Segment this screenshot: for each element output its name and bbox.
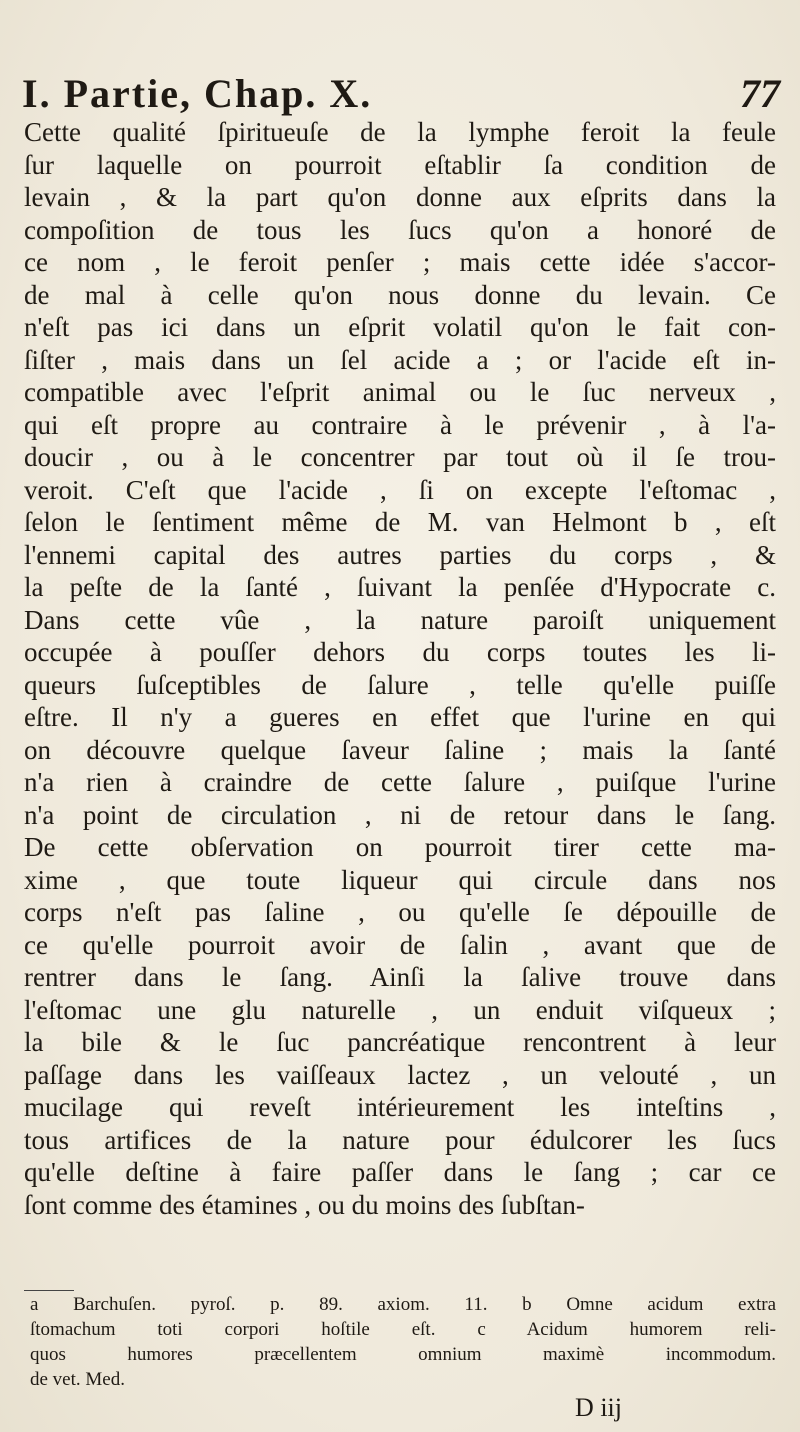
signature-mark: D iij	[575, 1393, 622, 1422]
text-line: paſſage dans les vaiſſeaux lactez , un velouté , un	[24, 1059, 776, 1090]
text-line: la peſte de la ſanté , ſuivant la penſée d'Hypocrate c.	[24, 572, 776, 602]
text-line: de mal à celle qu'on nous donne du levain. Ce	[24, 279, 776, 310]
text-line: levain , & la part qu'on donne aux eſprits dans la	[24, 182, 776, 212]
footnote-rule	[24, 1290, 74, 1291]
text-line: corps n'eſt pas ſaline , ou qu'elle ſe dépouille de	[24, 897, 776, 927]
text-line: n'a rien à craindre de cette ſalure , puiſque l'urine	[24, 767, 776, 797]
text-line: ce nom , le feroit penſer ; mais cette idée s'accor-	[24, 247, 776, 277]
text-line: on découvre quelque ſaveur ſaline ; mais la ſanté	[24, 734, 776, 765]
text-line: doucir , ou à le concentrer par tout où il ſe trou-	[24, 442, 776, 472]
main-text	[24, 116, 776, 1221]
footnote-line: de vet. Med.	[30, 1369, 125, 1390]
text-line: l'eſtomac une glu naturelle , un enduit viſqueux ;	[24, 994, 776, 1025]
text-line: queurs ſuſceptibles de ſalure , telle qu'elle puiſſe	[24, 669, 776, 700]
text-line: l'ennemi capital des autres parties du corps , &	[24, 539, 776, 570]
text-line: mucilage qui reveſt intérieurement les inteſtins ,	[24, 1092, 776, 1122]
text-line: la bile & le ſuc pancréatique rencontrent à leur	[24, 1027, 776, 1057]
text-line: tous artifices de la nature pour édulcorer les ſucs	[24, 1124, 776, 1155]
text-line: ſelon le ſentiment même de M. van Helmont b , eſt	[24, 507, 776, 537]
footnotes	[30, 1292, 776, 1392]
text-line: veroit. C'eſt que l'acide , ſi on excepte l'eſtomac ,	[24, 474, 776, 505]
text-line: eſtre. Il n'y a gueres en effet que l'urine en qui	[24, 702, 776, 732]
running-header	[22, 70, 786, 116]
running-title: I. Partie, Chap. X.	[22, 71, 373, 116]
text-line: compoſition de tous les ſucs qu'on a honoré de	[24, 214, 776, 245]
text-line: occupée à pouſſer dehors du corps toutes les li-	[24, 637, 776, 667]
text-line: De cette obſervation on pourroit tirer cette ma-	[24, 832, 776, 862]
text-line: ſont comme des étamines , ou du moins des ſubſtan-	[24, 1189, 585, 1220]
text-line: qui eſt propre au contraire à le prévenir , à l'a-	[24, 409, 776, 440]
text-line: n'a point de circulation , ni de retour dans le ſang.	[24, 799, 776, 830]
text-line: Dans cette vûe , la nature paroiſt uniquement	[24, 604, 776, 635]
footnote-line: a Barchuſen. pyroſ. p. 89. axiom. 11. b Omne acidum extra	[30, 1294, 776, 1315]
text-line: rentrer dans le ſang. Ainſi la ſalive trouve dans	[24, 962, 776, 992]
footnote-line: quos humores præcellentem omnium maximè incommodum.	[30, 1344, 776, 1365]
text-line: qu'elle deſtine à faire paſſer dans le ſang ; car ce	[24, 1157, 776, 1187]
text-line: compatible avec l'eſprit animal ou le ſuc nerveux ,	[24, 377, 776, 407]
text-line: n'eſt pas ici dans un eſprit volatil qu'on le fait con-	[24, 312, 776, 342]
text-line: ce qu'elle pourroit avoir de ſalin , avant que de	[24, 929, 776, 960]
footnote-line: ſtomachum toti corpori hoſtile eſt. c Acidum humorem reli-	[30, 1319, 776, 1340]
text-line: Cette qualité ſpiritueuſe de la lymphe feroit la feule	[24, 117, 776, 147]
page-number: 77	[740, 71, 780, 116]
text-line: xime , que toute liqueur qui circule dans nos	[24, 864, 776, 895]
text-line: ſiſter , mais dans un ſel acide a ; or l'acide eſt in-	[24, 344, 776, 375]
text-line: ſur laquelle on pourroit eſtablir ſa condition de	[24, 149, 776, 180]
